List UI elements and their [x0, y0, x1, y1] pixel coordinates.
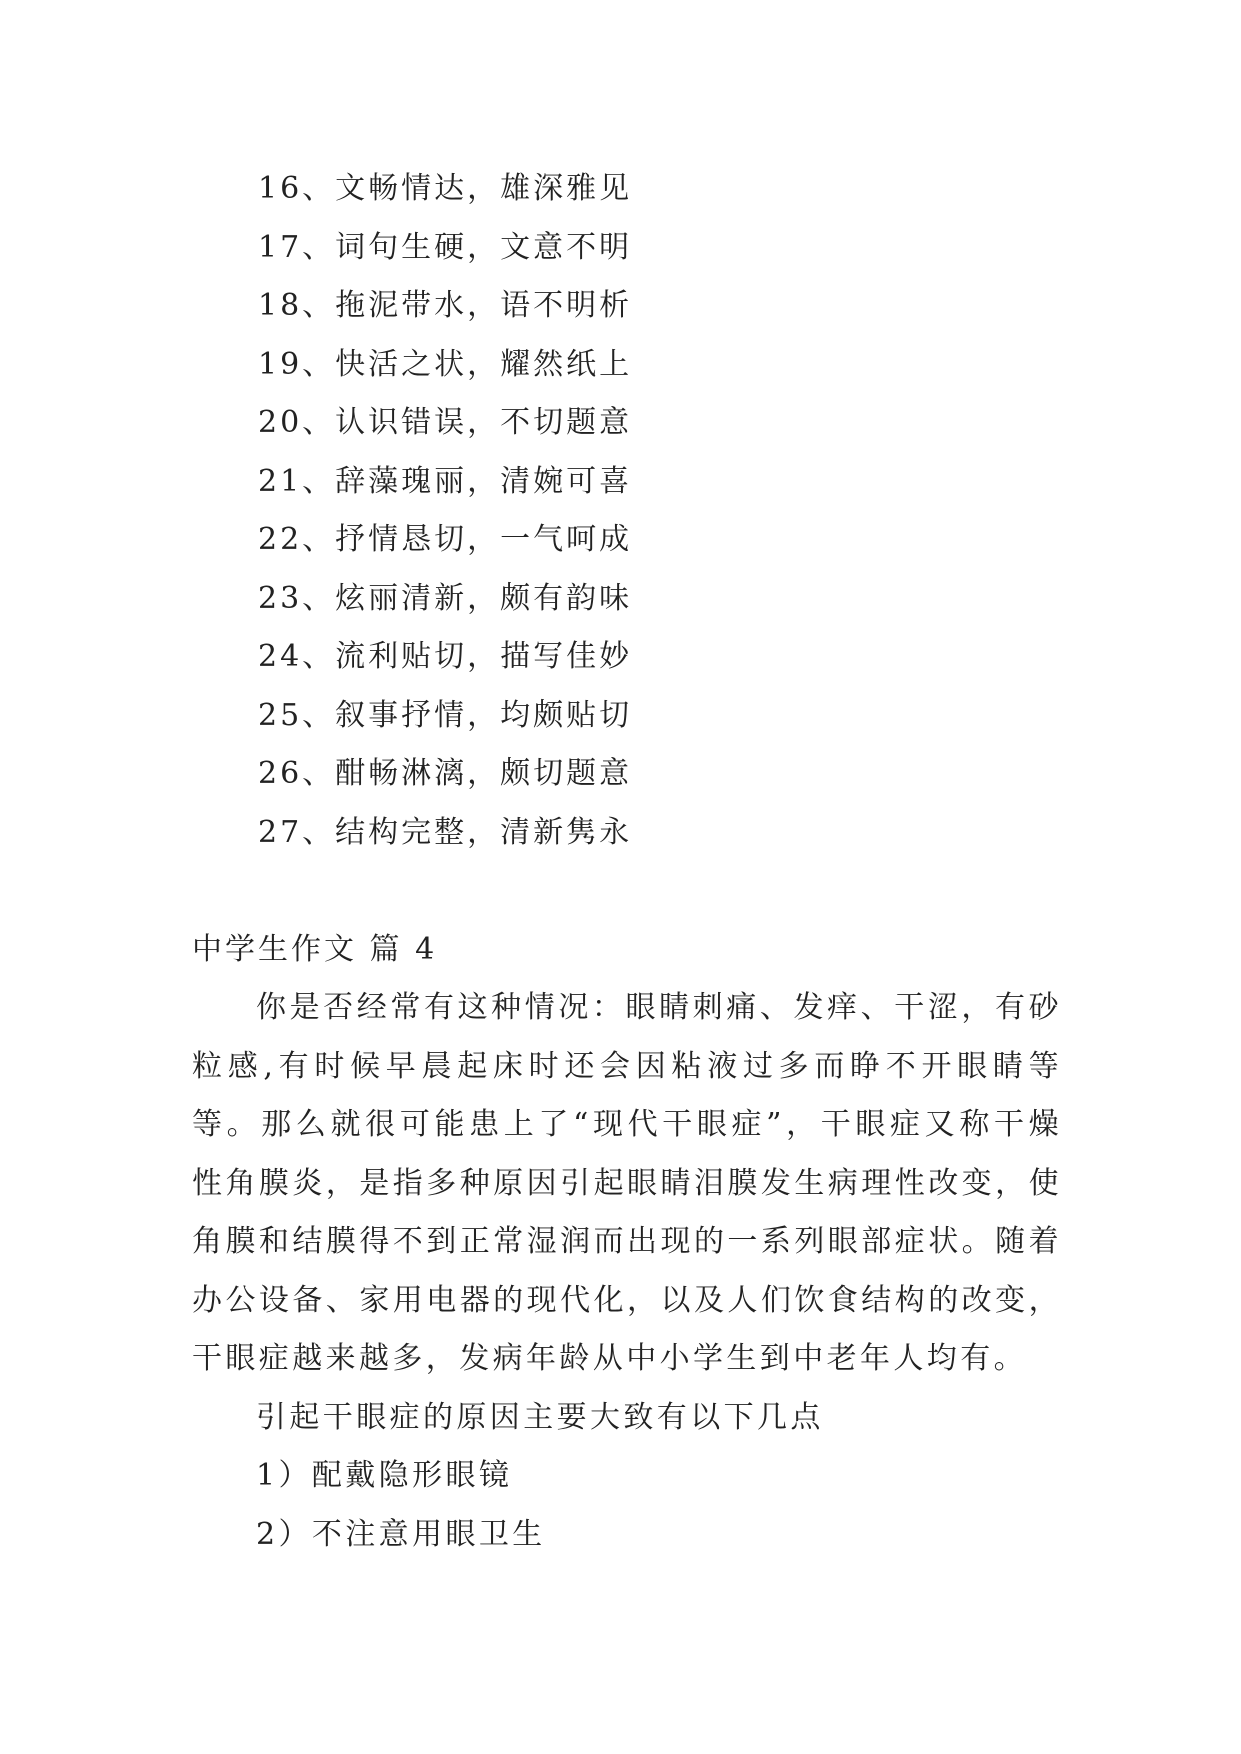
- list-item: 17、词句生硬，文意不明: [258, 229, 633, 265]
- section-title: 中学生作文 篇 4: [192, 932, 438, 967]
- list-item: 20、认识错误，不切题意: [258, 405, 633, 440]
- paragraph-cause-1: 1）配戴隐形眼镜: [256, 1458, 513, 1493]
- list-item: 22、抒情恳切，一气呵成: [258, 522, 633, 557]
- list-item: 26、酣畅淋漓，颇切题意: [258, 756, 633, 791]
- list-item: 18、拖泥带水，语不明析: [258, 288, 633, 323]
- list-item: 25、叙事抒情，均颇贴切: [258, 697, 633, 733]
- list-item: 24、流利贴切，描写佳妙: [258, 639, 633, 674]
- list-item: 23、炫丽清新，颇有韵味: [258, 580, 633, 616]
- list-item: 19、快活之状，耀然纸上: [258, 346, 633, 382]
- paragraph-intro: 你是否经常有这种情况：眼睛刺痛、发痒、干涩，有砂粒感,有时候早晨起床时还会因粘液过多而睁不开眼睛等等。那么就很可能患上了“现代干眼症”，干眼症又称干燥性角膜炎，是指多种原因引起眼睛泪膜发生病理性改变，使角膜和结膜得不到正常湿润而出现的一系列眼部症状。随着办公设备、家用电器的现代化，以及人们饮食结构的改变，干眼症越来越多，发病年龄从中小学生到中老年人均有。: [192, 990, 1062, 1376]
- comment-phrase-list: [258, 160, 632, 862]
- list-item: 27、结构完整，清新隽永: [258, 814, 633, 850]
- paragraph-cause-2: 2）不注意用眼卫生: [256, 1516, 546, 1552]
- paragraph-causes-heading: 引起干眼症的原因主要大致有以下几点: [256, 1399, 824, 1435]
- section-body: [192, 979, 1062, 1564]
- list-item: 21、辞藻瑰丽，清婉可喜: [258, 463, 633, 499]
- list-item: 16、文畅情达，雄深雅见: [258, 171, 633, 206]
